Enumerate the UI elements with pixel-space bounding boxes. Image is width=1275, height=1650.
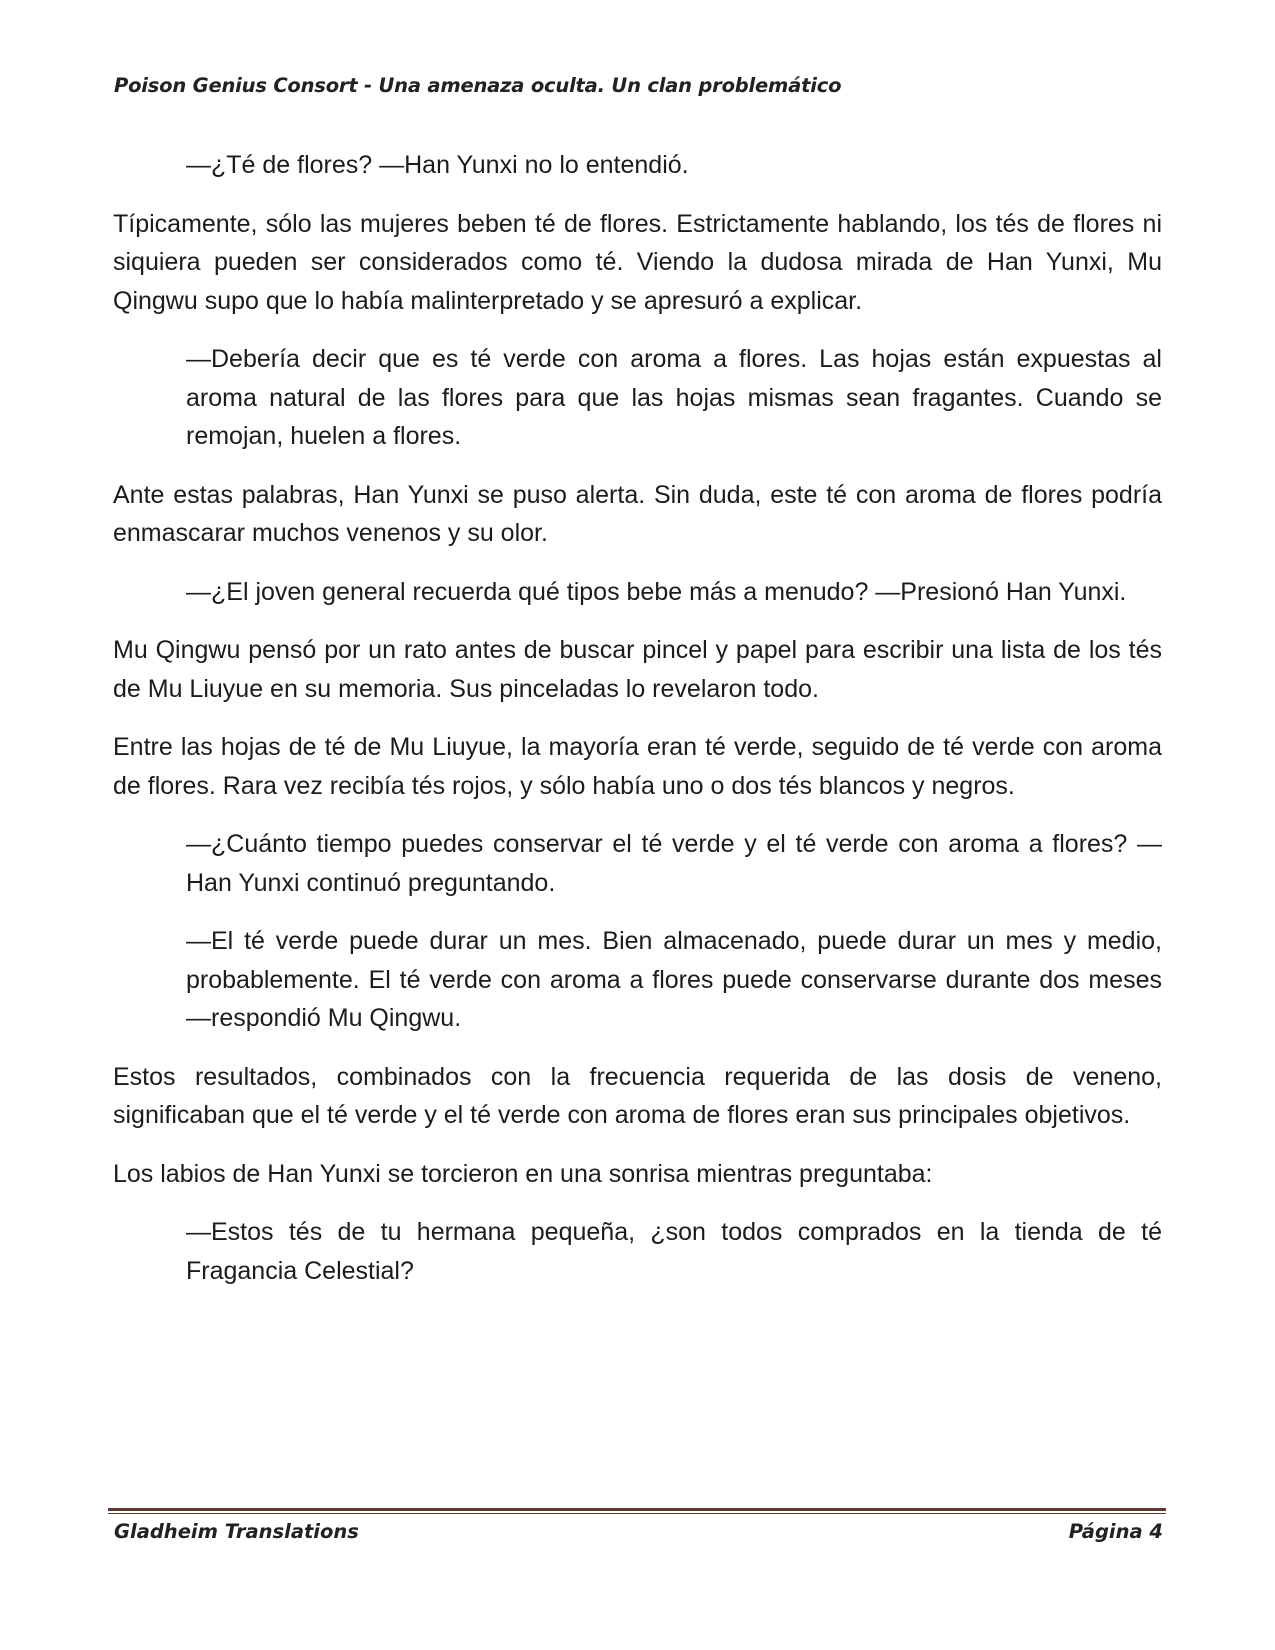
page-body bbox=[113, 146, 1162, 1310]
footer-publisher: Gladheim Translations bbox=[114, 1520, 359, 1543]
narration-paragraph: Estos resultados, combinados con la frecuencia requerida de las dosis de veneno, significaban que el té verde y el té verde con aroma de flores eran sus principales objetivos. bbox=[113, 1062, 1162, 1129]
page-number: Página 4 bbox=[1068, 1520, 1163, 1543]
dialogue-paragraph: —¿El joven general recuerda qué tipos bebe más a menudo? —Presionó Han Yunxi. bbox=[186, 577, 1127, 606]
footer-divider bbox=[108, 1508, 1166, 1514]
narration-paragraph: Los labios de Han Yunxi se torcieron en una sonrisa mientras preguntaba: bbox=[113, 1159, 933, 1188]
narration-paragraph: Mu Qingwu pensó por un rato antes de buscar pincel y papel para escribir una lista de los tés de Mu Liuyue en su memoria. Sus pinceladas lo revelaron todo. bbox=[113, 636, 1162, 703]
dialogue-paragraph: —El té verde puede durar un mes. Bien almacenado, puede durar un mes y medio, probablemente. El té verde con aroma a flores puede conservarse durante dos meses —respondió Mu Qingwu. bbox=[186, 927, 1162, 1032]
dialogue-paragraph: —Debería decir que es té verde con aroma a flores. Las hojas están expuestas al aroma natural de las flores para que las hojas mismas sean fragantes. Cuando se remojan, huelen a flores. bbox=[186, 345, 1162, 450]
narration-paragraph: Ante estas palabras, Han Yunxi se puso alerta. Sin duda, este té con aroma de flores podría enmascarar muchos venenos y su olor. bbox=[113, 480, 1162, 547]
dialogue-paragraph: —Estos tés de tu hermana pequeña, ¿son todos comprados en la tienda de té Fragancia Celestial? bbox=[186, 1218, 1162, 1285]
narration-paragraph: Típicamente, sólo las mujeres beben té de flores. Estrictamente hablando, los tés de flores ni siquiera pueden ser considerados como té. Viendo la dudosa mirada de Han Yunxi, Mu Qingwu supo que lo había malinterpretado y se apresuró a explicar. bbox=[113, 209, 1162, 315]
dialogue-paragraph: —¿Cuánto tiempo puedes conservar el té verde y el té verde con aroma a flores? —Han Yunxi continuó preguntando. bbox=[186, 830, 1162, 897]
dialogue-paragraph: —¿Té de flores? —Han Yunxi no lo entendió. bbox=[186, 151, 689, 179]
running-header: Poison Genius Consort - Una amenaza oculta. Un clan problemático bbox=[114, 74, 842, 97]
narration-paragraph: Entre las hojas de té de Mu Liuyue, la mayoría eran té verde, seguido de té verde con aroma de flores. Rara vez recibía tés rojos, y sólo había uno o dos tés blancos y negros. bbox=[113, 733, 1162, 800]
